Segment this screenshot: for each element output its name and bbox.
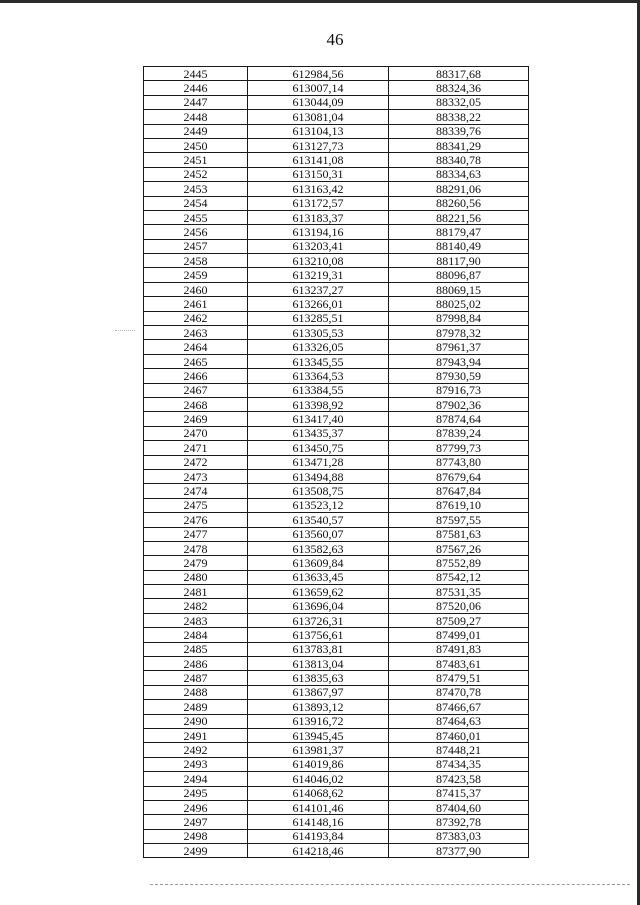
point-number-cell: 2484	[144, 628, 248, 642]
x-coordinate-cell: 613172,57	[248, 196, 389, 210]
point-number-cell: 2448	[144, 110, 248, 124]
table-row	[144, 326, 529, 340]
page-top-border	[0, 0, 640, 3]
coordinates-table-body	[144, 67, 529, 858]
point-number-cell: 2473	[144, 469, 248, 483]
table-row	[144, 167, 529, 181]
x-coordinate-cell: 614068,62	[248, 786, 389, 800]
y-coordinate-cell: 87799,73	[389, 441, 529, 455]
x-coordinate-cell: 613237,27	[248, 282, 389, 296]
y-coordinate-cell: 88332,05	[389, 95, 529, 109]
y-coordinate-cell: 87839,24	[389, 426, 529, 440]
x-coordinate-cell: 613813,04	[248, 657, 389, 671]
table-row	[144, 800, 529, 814]
point-number-cell: 2469	[144, 412, 248, 426]
table-row	[144, 138, 529, 152]
y-coordinate-cell: 88140,49	[389, 239, 529, 253]
table-row	[144, 225, 529, 239]
x-coordinate-cell: 613726,31	[248, 613, 389, 627]
point-number-cell: 2452	[144, 167, 248, 181]
point-number-cell: 2486	[144, 657, 248, 671]
point-number-cell: 2499	[144, 844, 248, 858]
y-coordinate-cell: 87491,83	[389, 642, 529, 656]
table-row	[144, 743, 529, 757]
y-coordinate-cell: 87679,64	[389, 469, 529, 483]
table-row	[144, 498, 529, 512]
y-coordinate-cell: 88324,36	[389, 81, 529, 95]
y-coordinate-cell: 87479,51	[389, 671, 529, 685]
y-coordinate-cell: 88260,56	[389, 196, 529, 210]
point-number-cell: 2468	[144, 397, 248, 411]
point-number-cell: 2458	[144, 254, 248, 268]
table-row	[144, 110, 529, 124]
point-number-cell: 2488	[144, 685, 248, 699]
x-coordinate-cell: 614148,16	[248, 815, 389, 829]
point-number-cell: 2482	[144, 599, 248, 613]
x-coordinate-cell: 613582,63	[248, 541, 389, 555]
x-coordinate-cell: 613364,53	[248, 369, 389, 383]
table-row	[144, 728, 529, 742]
table-row	[144, 700, 529, 714]
table-row	[144, 81, 529, 95]
table-row	[144, 412, 529, 426]
table-row	[144, 657, 529, 671]
point-number-cell: 2498	[144, 829, 248, 843]
x-coordinate-cell: 613127,73	[248, 138, 389, 152]
x-coordinate-cell: 613916,72	[248, 714, 389, 728]
point-number-cell: 2464	[144, 340, 248, 354]
point-number-cell: 2478	[144, 541, 248, 555]
table-row	[144, 282, 529, 296]
point-number-cell: 2470	[144, 426, 248, 440]
y-coordinate-cell: 87464,63	[389, 714, 529, 728]
table-row	[144, 426, 529, 440]
x-coordinate-cell: 614218,46	[248, 844, 389, 858]
point-number-cell: 2490	[144, 714, 248, 728]
point-number-cell: 2466	[144, 369, 248, 383]
y-coordinate-cell: 88341,29	[389, 138, 529, 152]
x-coordinate-cell: 613893,12	[248, 700, 389, 714]
y-coordinate-cell: 88340,78	[389, 153, 529, 167]
table-row	[144, 196, 529, 210]
x-coordinate-cell: 614019,86	[248, 757, 389, 771]
point-number-cell: 2496	[144, 800, 248, 814]
y-coordinate-cell: 87647,84	[389, 484, 529, 498]
table-row	[144, 383, 529, 397]
point-number-cell: 2450	[144, 138, 248, 152]
table-row	[144, 786, 529, 800]
x-coordinate-cell: 613508,75	[248, 484, 389, 498]
point-number-cell: 2455	[144, 210, 248, 224]
x-coordinate-cell: 613326,05	[248, 340, 389, 354]
table-row	[144, 642, 529, 656]
x-coordinate-cell: 613305,53	[248, 326, 389, 340]
x-coordinate-cell: 613981,37	[248, 743, 389, 757]
point-number-cell: 2465	[144, 354, 248, 368]
point-number-cell: 2480	[144, 570, 248, 584]
y-coordinate-cell: 88025,02	[389, 297, 529, 311]
x-coordinate-cell: 613783,81	[248, 642, 389, 656]
x-coordinate-cell: 613398,92	[248, 397, 389, 411]
x-coordinate-cell: 613384,55	[248, 383, 389, 397]
y-coordinate-cell: 87448,21	[389, 743, 529, 757]
x-coordinate-cell: 613867,97	[248, 685, 389, 699]
point-number-cell: 2491	[144, 728, 248, 742]
y-coordinate-cell: 87404,60	[389, 800, 529, 814]
y-coordinate-cell: 87961,37	[389, 340, 529, 354]
y-coordinate-cell: 88221,56	[389, 210, 529, 224]
point-number-cell: 2445	[144, 67, 248, 81]
table-row	[144, 182, 529, 196]
x-coordinate-cell: 613756,61	[248, 628, 389, 642]
table-row	[144, 772, 529, 786]
point-number-cell: 2471	[144, 441, 248, 455]
table-row	[144, 210, 529, 224]
y-coordinate-cell: 87916,73	[389, 383, 529, 397]
point-number-cell: 2475	[144, 498, 248, 512]
table-row	[144, 95, 529, 109]
x-coordinate-cell: 613450,75	[248, 441, 389, 455]
point-number-cell: 2456	[144, 225, 248, 239]
y-coordinate-cell: 87531,35	[389, 585, 529, 599]
x-coordinate-cell: 613471,28	[248, 455, 389, 469]
y-coordinate-cell: 87434,35	[389, 757, 529, 771]
y-coordinate-cell: 87567,26	[389, 541, 529, 555]
table-row	[144, 455, 529, 469]
point-number-cell: 2459	[144, 268, 248, 282]
scan-margin-mark	[115, 330, 135, 331]
x-coordinate-cell: 613609,84	[248, 556, 389, 570]
point-number-cell: 2485	[144, 642, 248, 656]
y-coordinate-cell: 88317,68	[389, 67, 529, 81]
point-number-cell: 2449	[144, 124, 248, 138]
y-coordinate-cell: 88334,63	[389, 167, 529, 181]
y-coordinate-cell: 87597,55	[389, 513, 529, 527]
x-coordinate-cell: 613219,31	[248, 268, 389, 282]
x-coordinate-cell: 613560,07	[248, 527, 389, 541]
table-row	[144, 556, 529, 570]
y-coordinate-cell: 87423,58	[389, 772, 529, 786]
x-coordinate-cell: 613203,41	[248, 239, 389, 253]
x-coordinate-cell: 613150,31	[248, 167, 389, 181]
point-number-cell: 2463	[144, 326, 248, 340]
point-number-cell: 2474	[144, 484, 248, 498]
y-coordinate-cell: 87415,37	[389, 786, 529, 800]
x-coordinate-cell: 613417,40	[248, 412, 389, 426]
y-coordinate-cell: 87483,61	[389, 657, 529, 671]
table-row	[144, 239, 529, 253]
x-coordinate-cell: 613081,04	[248, 110, 389, 124]
table-row	[144, 541, 529, 555]
x-coordinate-cell: 614046,02	[248, 772, 389, 786]
point-number-cell: 2446	[144, 81, 248, 95]
point-number-cell: 2453	[144, 182, 248, 196]
table-row	[144, 527, 529, 541]
page-number: 46	[326, 30, 344, 49]
table-row	[144, 484, 529, 498]
point-number-cell: 2461	[144, 297, 248, 311]
table-row	[144, 354, 529, 368]
x-coordinate-cell: 612984,56	[248, 67, 389, 81]
y-coordinate-cell: 87998,84	[389, 311, 529, 325]
y-coordinate-cell: 87470,78	[389, 685, 529, 699]
y-coordinate-cell: 88339,76	[389, 124, 529, 138]
table-row	[144, 585, 529, 599]
x-coordinate-cell: 613183,37	[248, 210, 389, 224]
table-row	[144, 153, 529, 167]
y-coordinate-cell: 88096,87	[389, 268, 529, 282]
y-coordinate-cell: 87978,32	[389, 326, 529, 340]
point-number-cell: 2487	[144, 671, 248, 685]
y-coordinate-cell: 87581,63	[389, 527, 529, 541]
x-coordinate-cell: 613007,14	[248, 81, 389, 95]
x-coordinate-cell: 613659,62	[248, 585, 389, 599]
x-coordinate-cell: 614101,46	[248, 800, 389, 814]
coordinates-table	[143, 66, 529, 858]
point-number-cell: 2457	[144, 239, 248, 253]
y-coordinate-cell: 87930,59	[389, 369, 529, 383]
table-row	[144, 340, 529, 354]
x-coordinate-cell: 613523,12	[248, 498, 389, 512]
table-row	[144, 67, 529, 81]
point-number-cell: 2451	[144, 153, 248, 167]
table-row	[144, 671, 529, 685]
table-row	[144, 268, 529, 282]
x-coordinate-cell: 613696,04	[248, 599, 389, 613]
table-row	[144, 513, 529, 527]
table-row	[144, 469, 529, 483]
point-number-cell: 2467	[144, 383, 248, 397]
table-row	[144, 685, 529, 699]
point-number-cell: 2476	[144, 513, 248, 527]
x-coordinate-cell: 613266,01	[248, 297, 389, 311]
table-row	[144, 599, 529, 613]
x-coordinate-cell: 614193,84	[248, 829, 389, 843]
point-number-cell: 2472	[144, 455, 248, 469]
point-number-cell: 2462	[144, 311, 248, 325]
table-row	[144, 441, 529, 455]
table-row	[144, 397, 529, 411]
x-coordinate-cell: 613345,55	[248, 354, 389, 368]
scan-bottom-rule	[150, 884, 630, 885]
y-coordinate-cell: 87466,67	[389, 700, 529, 714]
x-coordinate-cell: 613435,37	[248, 426, 389, 440]
x-coordinate-cell: 613285,51	[248, 311, 389, 325]
x-coordinate-cell: 613194,16	[248, 225, 389, 239]
x-coordinate-cell: 613945,45	[248, 728, 389, 742]
y-coordinate-cell: 87943,94	[389, 354, 529, 368]
y-coordinate-cell: 88179,47	[389, 225, 529, 239]
y-coordinate-cell: 87499,01	[389, 628, 529, 642]
point-number-cell: 2481	[144, 585, 248, 599]
table-row	[144, 829, 529, 843]
table-row	[144, 124, 529, 138]
table-row	[144, 369, 529, 383]
table-row	[144, 311, 529, 325]
point-number-cell: 2493	[144, 757, 248, 771]
point-number-cell: 2497	[144, 815, 248, 829]
y-coordinate-cell: 87619,10	[389, 498, 529, 512]
y-coordinate-cell: 87874,64	[389, 412, 529, 426]
x-coordinate-cell: 613104,13	[248, 124, 389, 138]
point-number-cell: 2492	[144, 743, 248, 757]
table-row	[144, 714, 529, 728]
y-coordinate-cell: 88291,06	[389, 182, 529, 196]
table-row	[144, 757, 529, 771]
table-row	[144, 844, 529, 858]
y-coordinate-cell: 87902,36	[389, 397, 529, 411]
x-coordinate-cell: 613210,08	[248, 254, 389, 268]
y-coordinate-cell: 87542,12	[389, 570, 529, 584]
y-coordinate-cell: 87383,03	[389, 829, 529, 843]
point-number-cell: 2447	[144, 95, 248, 109]
point-number-cell: 2460	[144, 282, 248, 296]
x-coordinate-cell: 613141,08	[248, 153, 389, 167]
x-coordinate-cell: 613540,57	[248, 513, 389, 527]
table-row	[144, 297, 529, 311]
y-coordinate-cell: 87509,27	[389, 613, 529, 627]
x-coordinate-cell: 613163,42	[248, 182, 389, 196]
x-coordinate-cell: 613494,88	[248, 469, 389, 483]
table-row	[144, 628, 529, 642]
point-number-cell: 2495	[144, 786, 248, 800]
table-row	[144, 570, 529, 584]
y-coordinate-cell: 88338,22	[389, 110, 529, 124]
x-coordinate-cell: 613044,09	[248, 95, 389, 109]
x-coordinate-cell: 613835,63	[248, 671, 389, 685]
y-coordinate-cell: 88069,15	[389, 282, 529, 296]
y-coordinate-cell: 87552,89	[389, 556, 529, 570]
coordinates-table-container	[143, 66, 528, 858]
y-coordinate-cell: 87392,78	[389, 815, 529, 829]
point-number-cell: 2483	[144, 613, 248, 627]
point-number-cell: 2489	[144, 700, 248, 714]
point-number-cell: 2477	[144, 527, 248, 541]
table-row	[144, 815, 529, 829]
y-coordinate-cell: 87460,01	[389, 728, 529, 742]
y-coordinate-cell: 87743,80	[389, 455, 529, 469]
table-row	[144, 613, 529, 627]
point-number-cell: 2494	[144, 772, 248, 786]
table-row	[144, 254, 529, 268]
point-number-cell: 2454	[144, 196, 248, 210]
y-coordinate-cell: 87377,90	[389, 844, 529, 858]
y-coordinate-cell: 88117,90	[389, 254, 529, 268]
y-coordinate-cell: 87520,06	[389, 599, 529, 613]
x-coordinate-cell: 613633,45	[248, 570, 389, 584]
point-number-cell: 2479	[144, 556, 248, 570]
